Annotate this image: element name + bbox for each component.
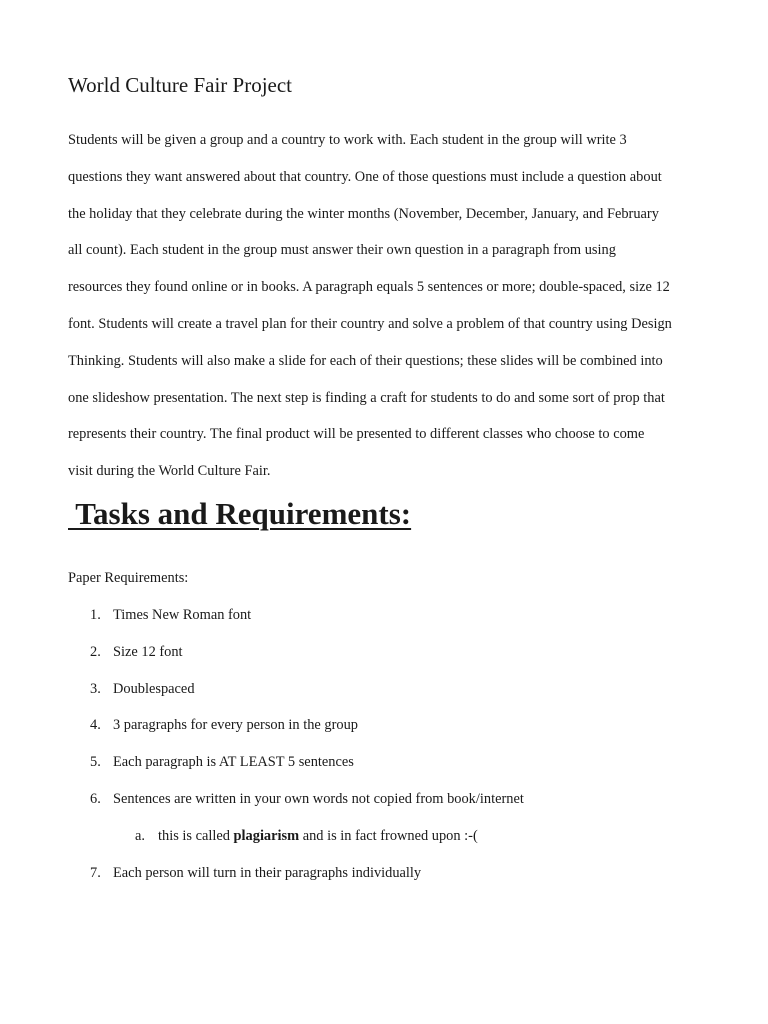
list-item-number: 5. — [90, 754, 101, 771]
intro-line: font. Students will create a travel plan for their country and solve a problem of that country using Design — [68, 315, 672, 332]
list-item-number: 2. — [90, 643, 101, 660]
section-heading-tasks: Tasks and Requirements: — [68, 496, 412, 531]
list-item-text: Size 12 font — [113, 643, 183, 660]
intro-paragraph — [68, 122, 708, 490]
intro-line: resources they found online or in books. A paragraph equals 5 sentences or more; double-spaced, size 12 — [68, 279, 670, 296]
sub-text-after: and is in fact frowned upon :-( — [299, 827, 478, 844]
sub-list-item-letter: a. — [135, 827, 145, 844]
intro-line: visit during the World Culture Fair. — [68, 463, 271, 480]
list-item-number: 6. — [90, 790, 101, 807]
sub-text-before: this is called — [158, 827, 234, 844]
intro-line: all count). Each student in the group must answer their own question in a paragraph from using — [68, 242, 616, 259]
intro-line: represents their country. The final product will be presented to different classes who choose to come — [68, 426, 645, 443]
list-item-text: Times New Roman font — [113, 607, 252, 623]
intro-line: one slideshow presentation. The next step is finding a craft for students to do and some sort of prop that — [68, 389, 665, 406]
sub-list-item-text — [158, 825, 478, 847]
list-item-number: 4. — [90, 717, 101, 734]
list-item-number: 7. — [90, 864, 101, 881]
paper-requirements-label: Paper Requirements: — [68, 570, 189, 586]
list-item-number: 3. — [90, 680, 101, 697]
list-item-text: Sentences are written in your own words not copied from book/internet — [113, 790, 524, 807]
plagiarism-term: plagiarism — [233, 827, 300, 844]
document-title: World Culture Fair Project — [68, 73, 293, 97]
list-item-text: 3 paragraphs for every person in the group — [113, 717, 358, 734]
list-item-text: Each person will turn in their paragraphs individually — [113, 864, 422, 881]
intro-line: Thinking. Students will also make a slide for each of their questions; these slides will be combined into — [68, 352, 663, 369]
list-item-text: Each paragraph is AT LEAST 5 sentences — [113, 754, 354, 771]
list-item-text: Doublespaced — [113, 680, 195, 697]
intro-line: questions they want answered about that country. One of those questions must include a question about — [68, 168, 662, 185]
intro-line: the holiday that they celebrate during the winter months (November, December, January, and February — [68, 205, 659, 222]
list-item-number: 1. — [90, 607, 101, 623]
intro-line: Students will be given a group and a country to work with. Each student in the group will write 3 — [68, 132, 627, 148]
